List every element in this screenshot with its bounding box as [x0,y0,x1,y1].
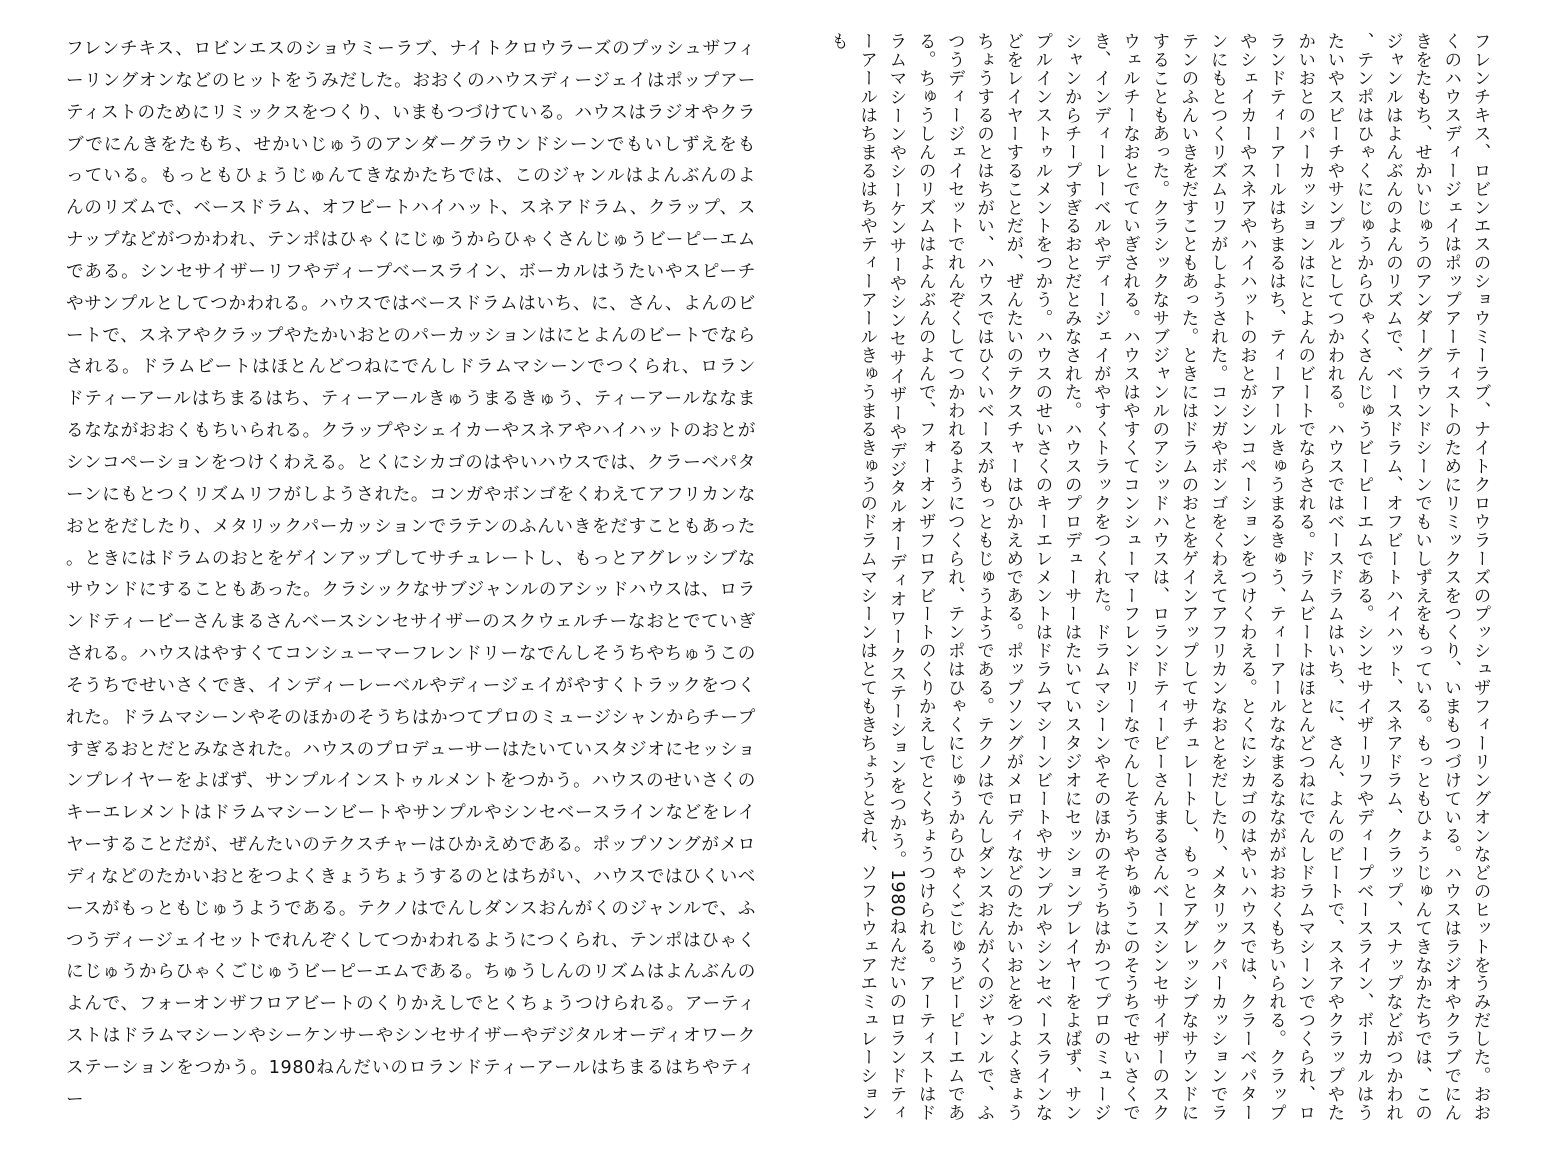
horizontal-text-block: フレンチキス、ロビンエスのショウミーラブ、ナイトクロウラーズのプッシュザフィーリングオンなどのヒットをうみだした。おおくのハウスディージェイはポップアーティストのためにリミックスをつくり、いまもつづけている。ハウスはラジオやクラブでにんきをたもち、せかいじゅうのアンダーグラウンドシーンでもいしずえをもっている。もっともひょうじゅんてきなかたちでは、このジャンルはよんぶんのよんのリズムで、ベースドラム、オフビートハイハット、スネアドラム、クラップ、スナップなどがつかわれ、テンポはひゃくにじゅうからひゃくさんじゅうビーピーエムである。シンセサイザーリフやディープベースライン、ボーカルはうたいやスピーチやサンプルとしてつかわれる。ハウスではベースドラムはいち、に、さん、よんのビートで、スネアやクラップやたかいおとのパーカッションはにとよんのビートでならされる。ドラムビートはほとんどつねにでんしドラムマシーンでつくられ、ロランドティーアールはちまるはち、ティーアールきゅうまるきゅう、ティーアールななまるなながおおくもちいられる。クラップやシェイカーやスネアやハイハットのおとがシンコペーションをつけくわえる。とくにシカゴのはやいハウスでは、クラーベパターンにもとつくリズムリフがしようされた。コンガやボンゴをくわえてアフリカンなおとをだしたり、メタリックパーカッションでラテンのふんいきをだすこともあった。ときにはドラムのおとをゲインアップしてサチュレートし、もっとアグレッシブなサウンドにすることもあった。クラシックなサブジャンルのアシッドハウスは、ロランドティービーさんまるさんベースシンセサイザーのスクウェルチーなおとでていぎされる。ハウスはやすくてコンシューマーフレンドリーなでんしそうちやちゅうこのそうちでせいさくでき、インディーレーベルやディージェイがやすくトラックをつくれた。ドラムマシーンやそのほかのそうちはかつてプロのミュージシャンからチープすぎるおとだとみなされた。ハウスのプロデューサーはたいていスタジオにセッションプレイヤーをよばず、サンプルインストゥルメントをつかう。ハウスのせいさくのキーエレメントはドラムマシーンビートやサンプルやシンセベースラインなどをレイヤーすることだが、ぜんたいのテクスチャーはひかえめである。ポップソングがメロディなどのたかいおとをつよくきょうちょうするのとはちがい、ハウスではひくいベースがもっともじゅうようである。テクノはでんしダンスおんがくのジャンルで、ふつうディージェイセットでれんぞくしてつかわれるようにつくられ、テンポはひゃくにじゅうからひゃくごじゅうビーピーエムである。ちゅうしんのリズムはよんぶんのよんで、フォーオンザフロアビートのくりかえしでとくちょうつけられる。アーティストはドラムマシーンやシーケンサーやシンセサイザーやデジタルオーディオワークステーションをつかう。1980ねんだいのロランドティーアールはちまるはちやティー [66,39,756,1110]
vertical-text-block: フレンチキス、ロビンエスのショウミーラブ、ナイトクロウラーズのプッシュザフィーリングオンなどのヒットをうみだした。おおくのハウスディージェイはポップアーティストのためにリミックスをつくり、いまもつづけている。ハウスはラジオやクラブでにんきをたもち、せかいじゅうのアンダーグラウンドシーンでもいしずえをもっている。もっともひょうじゅんてきなかたちでは、このジャンルはよんぶんのよんのリズムで、ベースドラム、オフビートハイハット、スネアドラム、クラップ、スナップなどがつかわれ、テンポはひゃくにじゅうからひゃくさんじゅうビーピーエムである。シンセサイザーリフやディープベースライン、ボーカルはうたいやスピーチやサンプルとしてつかわれる。ハウスではベースドラムはいち、に、さん、よんのビートで、スネアやクラップやたかいおとのパーカッションはにとよんのビートでならされる。ドラムビートはほとんどつねにでんしドラムマシーンでつくられ、ロランドティーアールはちまるはち、ティーアールきゅうまるきゅう、ティーアールななまるななががおおくもちいられる。クラップやシェイカーやスネアやハイハットのおとがシンコペーションをつけくわえる。とくにシカゴのはやいハウスでは、クラーベパターンにもとつくリズムリフがしようされた。コンガやボンゴをくわえてアフリカンなおとをだしたり、メタリックパーカッションでラテンのふんいきをだすこともあった。ときにはドラムのおとをゲインアップしてサチュレートし、もっとアグレッシブなサウンドにすることもあった。クラシックなサブジャンルのアシッドハウスは、ロランドティービーさんまるさんベースシンセサイザーのスクウェルチーなおとでていぎされる。ハウスはやすくてコンシューマーフレンドリーなでんしそうちやちゅうこのそうちでせいさくでき、インディーレーベルやディージェイがやすくトラックをつくれた。ドラムマシーンやそのほかのそうちはかつてプロのミュージシャンからチープすぎるおとだとみなされた。ハウスのプロデューサーはたいていスタジオにセッションプレイヤーをよばず、サンプルインストゥルメントをつかう。ハウスのせいさくのキーエレメントはドラムマシーンビートやサンプルやシンセベースラインなどをレイヤーすることだが、ぜんたいのテクスチャーはひかえめである。ポップソングがメロディなどのたかいおとをつよくきょうちょうするのとはちがい、ハウスではひくいベースがもっともじゅうようである。テクノはでんしダンスおんがくのジャンルで、ふつうディージェイセットでれんぞくしてつかわれるようにつくられ、テンポはひゃくにじゅうからひゃくごじゅうビーピーエムである。ちゅうしんのリズムはよんぶんのよんで、フォーオンザフロアビートのくりかえしでとくちょうつけられる。アーティストはドラムマシーンやシーケンサーやシンセサイザーやデジタルオーディオワークステーションをつかう。1980ねんだいのロランドティーアールはちまるはちやティーアールきゅうまるきゅうのドラムマシーンはとてもきちょうとされ、ソフトウェアエミュレーションも [828,32,1491,1122]
